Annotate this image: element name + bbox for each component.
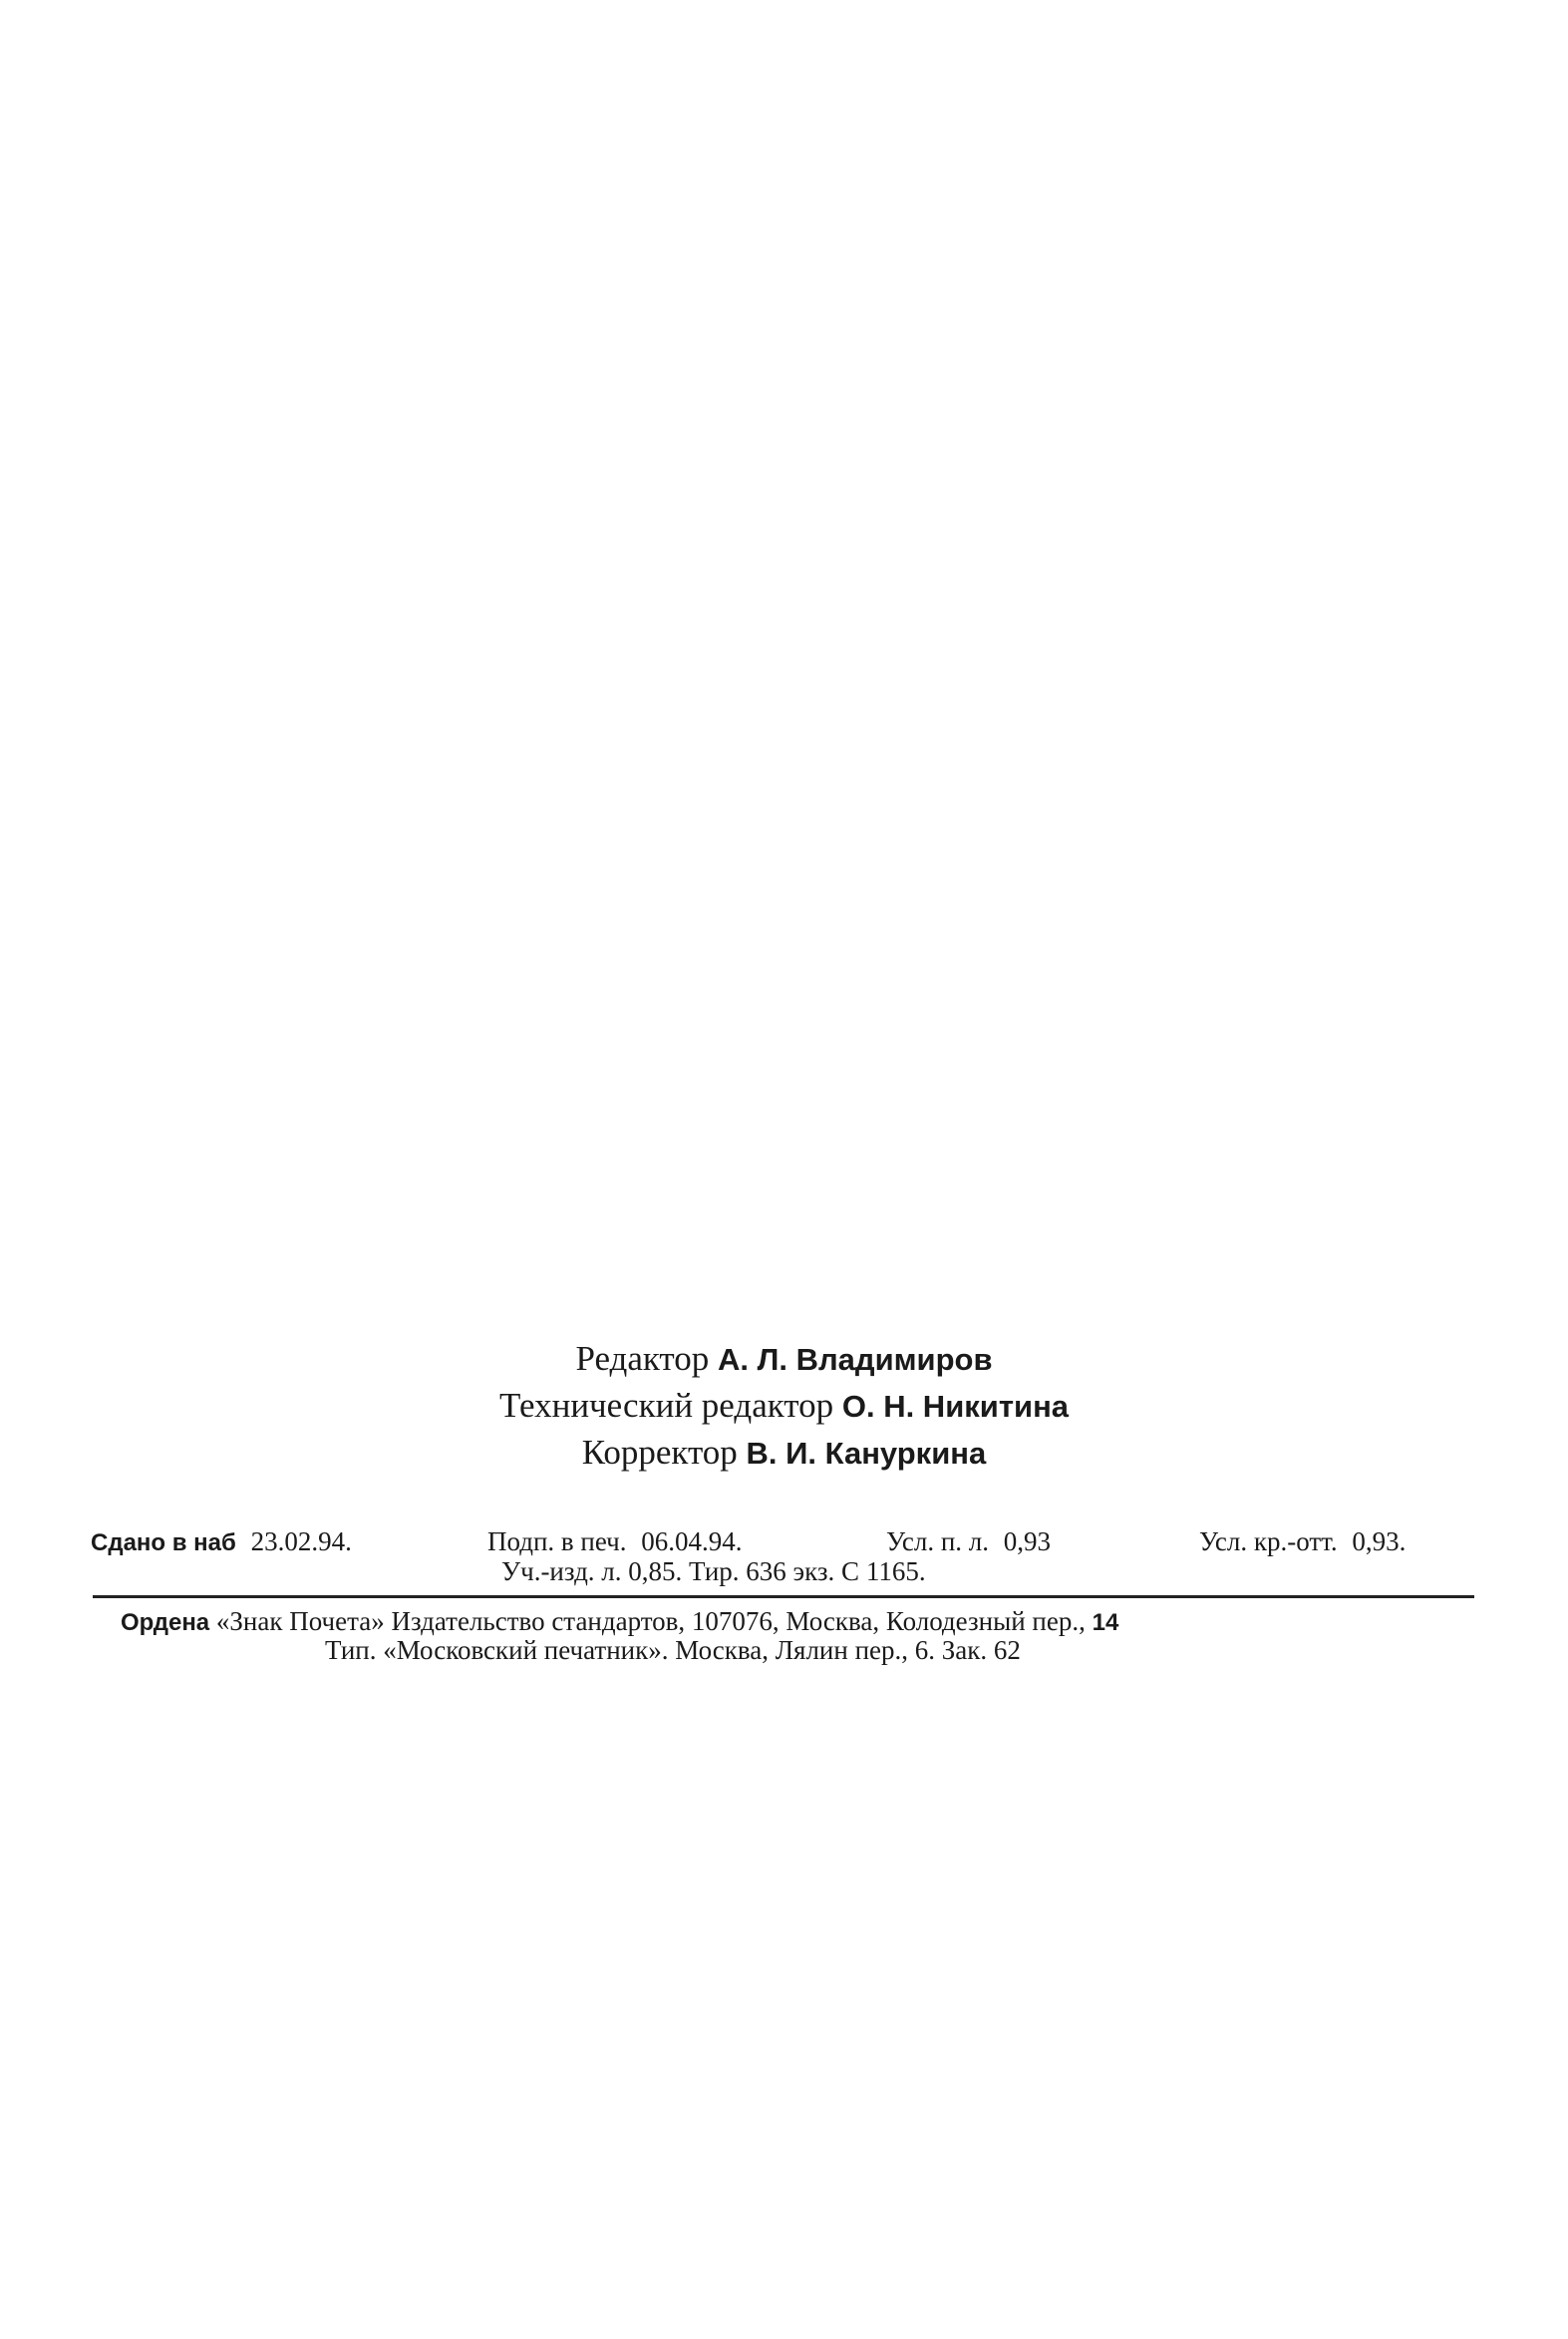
submitted-label: Сдано в наб [91, 1529, 236, 1556]
tech-editor-name: О. Н. Никитина [841, 1389, 1070, 1424]
submitted-field [91, 1526, 352, 1558]
submitted-date: 23.02.94. [250, 1526, 352, 1556]
proofreader-role: Корректор [581, 1433, 738, 1472]
color-prints-field [1199, 1526, 1406, 1556]
color-prints-value: 0,93. [1352, 1526, 1407, 1556]
tech-editor-role: Технический редактор [498, 1386, 834, 1425]
sheets-value: 0,93 [1003, 1526, 1052, 1556]
signed-label: Подп. в печ. [487, 1526, 627, 1556]
sheets-label: Усл. п. л. [886, 1526, 990, 1556]
divider-rule [93, 1595, 1474, 1598]
editor-name: А. Л. Владимиров [717, 1342, 993, 1377]
credits-block [0, 1336, 1568, 1477]
sheets-field [886, 1526, 1051, 1556]
editor-line [0, 1336, 1568, 1383]
signed-field [487, 1526, 743, 1556]
publisher-house-number: 14 [1092, 1609, 1119, 1636]
publisher-address: «Знак Почета» Издательство стандартов, 107076, Москва, Колодезный пер., [215, 1606, 1086, 1636]
publisher-line-2: Тип. «Московский печатник». Москва, Лялин пер., 6. Зак. 62 [325, 1635, 1021, 1665]
publisher-line-1 [121, 1606, 1118, 1638]
color-prints-label: Усл. кр.-отт. [1199, 1526, 1338, 1556]
editor-role: Редактор [575, 1339, 710, 1378]
proofreader-name: В. И. Кануркина [746, 1436, 987, 1471]
print-info-line-2: Уч.-изд. л. 0,85. Тир. 636 экз. С 1165. [501, 1556, 926, 1586]
publisher-prefix: Ордена [121, 1609, 210, 1636]
proofreader-line [0, 1430, 1568, 1477]
tech-editor-line [0, 1383, 1568, 1430]
signed-date: 06.04.94. [641, 1526, 743, 1556]
